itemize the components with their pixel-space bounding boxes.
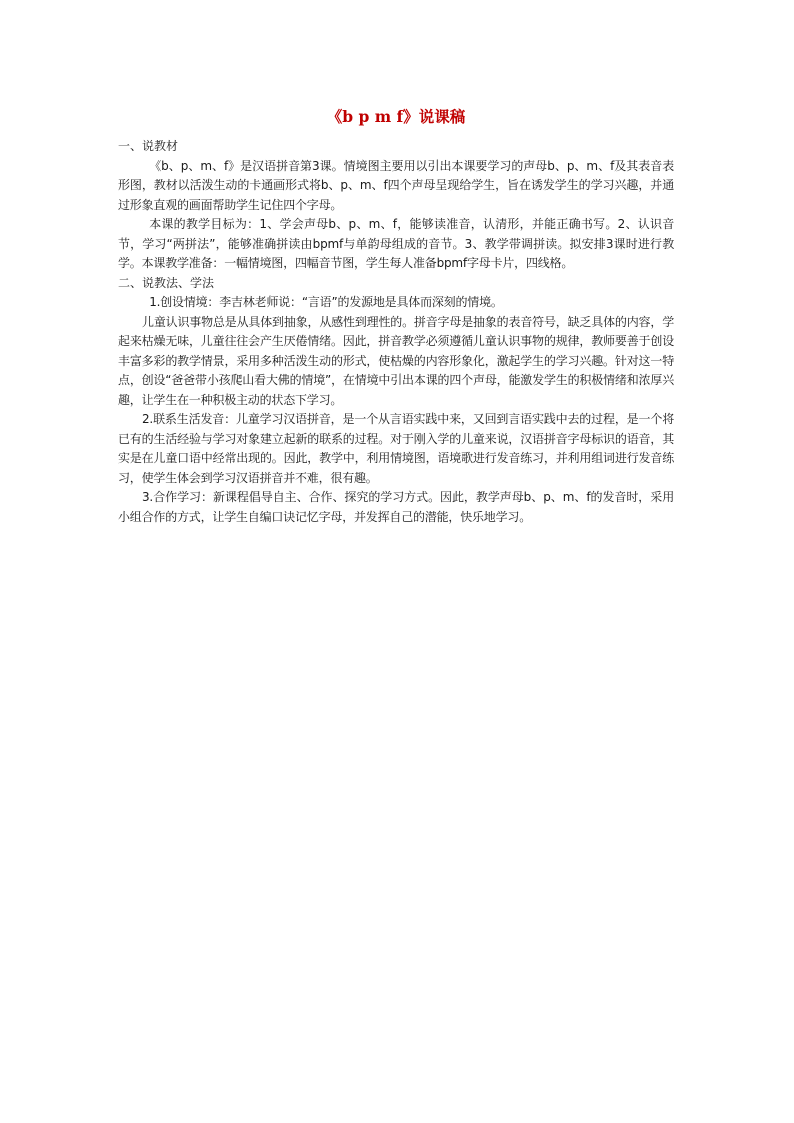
paragraph-material-intro: 《b、p、m、f》是汉语拼音第3课。情境图主要用以引出本课要学习的声母b、p、m、f及其表音表形图，教材以活泼生动的卡通画形式将b、p、m、f四个声母呈现给学生，旨在诱发学生的学习兴趣，并通过形象直观的画面帮助学生记住四个字母。 — [118, 158, 674, 212]
document-title: 《b p m f》说课稿 — [326, 107, 466, 126]
paragraph-cooperative-learning: 3.合作学习：新课程倡导自主、合作、探究的学习方式。因此，教学声母b、p、m、f的发音时，采用小组合作的方式，让学生自编口诀记忆字母，并发挥自己的潜能，快乐地学习。 — [118, 490, 674, 524]
document-body — [118, 106, 674, 527]
paragraph-child-cognition: 儿童认识事物总是从具体到抽象，从感性到理性的。拼音字母是抽象的表音符号，缺乏具体的内容，学起来枯燥无味，儿童往往会产生厌倦情绪。因此，拼音教学必须遵循儿童认识事物的规律，教师要善于创设丰富多彩的教学情景，采用多种活泼生动的形式，使枯燥的内容形象化，激起学生的学习兴趣。针对这一特点，创设“爸爸带小孩爬山看大佛的情境”，在情境中引出本课的四个声母，能激发学生的积极情绪和浓厚兴趣，让学生在一种积极主动的状态下学习。 — [118, 314, 674, 407]
section-heading-methods: 二、说教法、学法 — [118, 275, 215, 290]
paragraph-teaching-goals: 本课的教学目标为：1、学会声母b、p、m、f，能够读准音，认清形，并能正确书写。2、认识音节，学习“两拼法”，能够准确拼读由bpmf与单韵母组成的音节。3、教学带调拼读。拟安排3课时进行教学。本课教学准备：一幅情境图，四幅音节图，学生每人准备bpmf字母卡片，四线格。 — [118, 217, 674, 270]
section-heading-teaching-material: 一、说教材 — [118, 139, 179, 153]
paragraph-create-situation: 1.创设情境：李吉林老师说：“言语”的发源地是具体而深刻的情境。 — [149, 295, 503, 309]
paragraph-life-pronunciation: 2.联系生活发音：儿童学习汉语拼音，是一个从言语实践中来，又回到言语实践中去的过程，是一个将已有的生活经验与学习对象建立起新的联系的过程。对于刚入学的儿童来说，汉语拼音字母标识的语音，其实是在儿童口语中经常出现的。因此，教学中，利用情境图，语境歌进行发音练习，并利用组词进行发音练习，使学生体会到学习汉语拼音并不难，很有趣。 — [118, 412, 674, 485]
